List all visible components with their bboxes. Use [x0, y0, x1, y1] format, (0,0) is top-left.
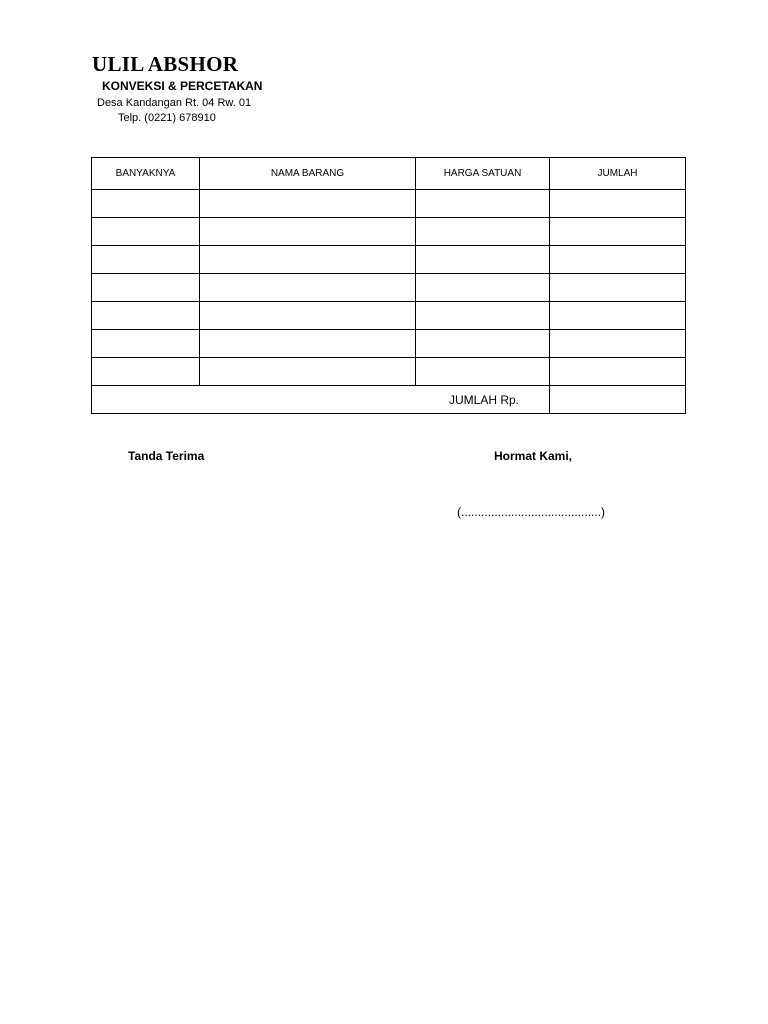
cell-item-name [200, 302, 416, 330]
cell-item-name [200, 274, 416, 302]
total-label: JUMLAH Rp. [92, 386, 550, 414]
cell-unit-price [416, 274, 550, 302]
cell-item-name [200, 330, 416, 358]
cell-quantity [92, 246, 200, 274]
cell-quantity [92, 190, 200, 218]
sender-signature-label: Hormat Kami, [494, 449, 573, 463]
company-header [92, 52, 332, 125]
company-address: Desa Kandangan Rt. 04 Rw. 01 [97, 97, 252, 109]
receiver-signature-label: Tanda Terima [128, 449, 205, 463]
table-row [92, 330, 686, 358]
total-row [92, 386, 686, 414]
cell-unit-price [416, 246, 550, 274]
cell-quantity [92, 218, 200, 246]
cell-item-name [200, 218, 416, 246]
cell-amount [550, 302, 686, 330]
company-tagline: KONVEKSI & PERCETAKAN [102, 79, 263, 93]
cell-item-name [200, 190, 416, 218]
column-header-item-name: NAMA BARANG [200, 158, 416, 190]
table-row [92, 218, 686, 246]
cell-quantity [92, 330, 200, 358]
company-phone: Telp. (0221) 678910 [118, 112, 216, 124]
cell-quantity [92, 302, 200, 330]
cell-amount [550, 358, 686, 386]
cell-quantity [92, 358, 200, 386]
table-row [92, 302, 686, 330]
cell-amount [550, 274, 686, 302]
table-row [92, 246, 686, 274]
cell-item-name [200, 358, 416, 386]
cell-amount [550, 330, 686, 358]
cell-unit-price [416, 218, 550, 246]
invoice-table [91, 157, 686, 414]
cell-unit-price [416, 302, 550, 330]
table-row [92, 358, 686, 386]
table-header-row [92, 158, 686, 190]
column-header-quantity: BANYAKNYA [92, 158, 200, 190]
column-header-amount: JUMLAH [550, 158, 686, 190]
cell-unit-price [416, 190, 550, 218]
table-row [92, 274, 686, 302]
total-value [550, 386, 686, 414]
table-row [92, 190, 686, 218]
company-name: ULIL ABSHOR [92, 52, 239, 76]
cell-item-name [200, 246, 416, 274]
cell-amount [550, 246, 686, 274]
column-header-unit-price: HARGA SATUAN [416, 158, 550, 190]
cell-quantity [92, 274, 200, 302]
cell-unit-price [416, 330, 550, 358]
cell-amount [550, 190, 686, 218]
cell-unit-price [416, 358, 550, 386]
sender-signature-line: (..........................................) [457, 505, 606, 519]
cell-amount [550, 218, 686, 246]
